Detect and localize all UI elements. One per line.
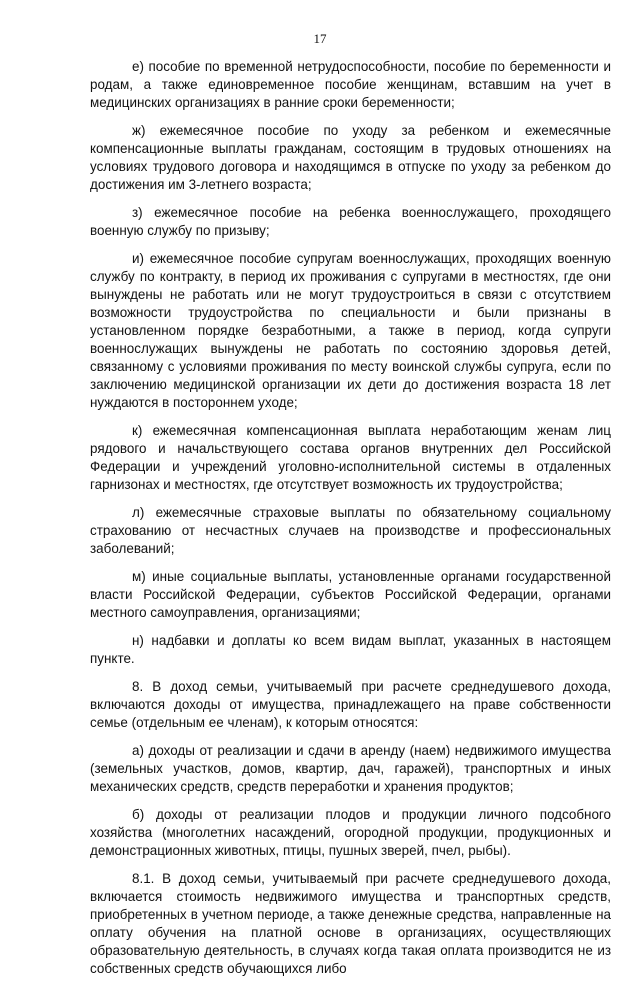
paragraph-m: м) иные социальные выплаты, установленные органами государственной власти Российской Федерации, субъектов Российской Федерации, органами местного самоуправления, организациями; <box>90 569 611 620</box>
paragraph-8: 8. В доход семьи, учитываемый при расчете среднедушевого дохода, включаются доходы от имущества, принадлежащего на праве собственности семье (отдельным ее членам), к которым относятся: <box>90 679 611 730</box>
page-number: 17 <box>313 31 327 46</box>
paragraph-n: н) надбавки и доплаты ко всем видам выплат, указанных в настоящем пункте. <box>90 633 611 666</box>
paragraph-8-1: 8.1. В доход семьи, учитываемый при расчете среднедушевого дохода, включается стоимость недвижимого имущества и транспортных средств, приобретенных в учетном периоде, а также денежные средства, направленные на оплату обучения на платной основе в организациях, осуществляющих образовательную деятельность, в случаях когда такая оплата производится не из собственных средств обучающихся либо <box>90 871 611 976</box>
paragraph-b: б) доходы от реализации плодов и продукции личного подсобного хозяйства (многолетних насаждений, огородной продукции, продукционных и демонстрационных животных, птицы, пушных зверей, пчел, рыбы). <box>90 807 611 858</box>
paragraph-e: е) пособие по временной нетрудоспособности, пособие по беременности и родам, а также единовременное пособие женщинам, вставшим на учет в медицинских организациях в ранние сроки беременности; <box>90 59 611 110</box>
paragraph-l: л) ежемесячные страховые выплаты по обязательному социальному страхованию от несчастных случаев на производстве и профессиональных заболеваний; <box>90 505 611 556</box>
paragraph-i: и) ежемесячное пособие супругам военнослужащих, проходящих военную службу по контракту, в период их проживания с супругами в местностях, где они вынуждены не работать или не могут трудоустроиться в связи с отсутствием возможности трудоустройства по специальности и были признаны в установленном порядке безработными, а также в период, когда супруги военнослужащих вынуждены не работать по состоянию здоровья детей, связанному с условиями проживания по месту воинской службы супруга, если по заключению медицинской организации их дети до достижения возраста 18 лет нуждаются в постороннем уходе; <box>90 251 611 410</box>
paragraph-zh: ж) ежемесячное пособие по уходу за ребенком и ежемесячные компенсационные выплаты гражданам, состоящим в трудовых отношениях на условиях трудового договора и находящимся в отпуске по уходу за ребенком до достижения им 3-летнего возраста; <box>90 123 611 192</box>
paragraph-z: з) ежемесячное пособие на ребенка военнослужащего, проходящего военную службу по призыву; <box>90 205 611 238</box>
paragraph-k: к) ежемесячная компенсационная выплата неработающим женам лиц рядового и начальствующего состава органов внутренних дел Российской Федерации и учреждений уголовно-исполнительной системы в отдаленных гарнизонах и местностях, где отсутствует возможность их трудоустройства; <box>90 423 611 492</box>
paragraph-a: а) доходы от реализации и сдачи в аренду (наем) недвижимого имущества (земельных участков, домов, квартир, дач, гаражей), транспортных и иных механических средств, средств переработки и хранения продуктов; <box>90 743 611 794</box>
document-body <box>90 58 611 988</box>
